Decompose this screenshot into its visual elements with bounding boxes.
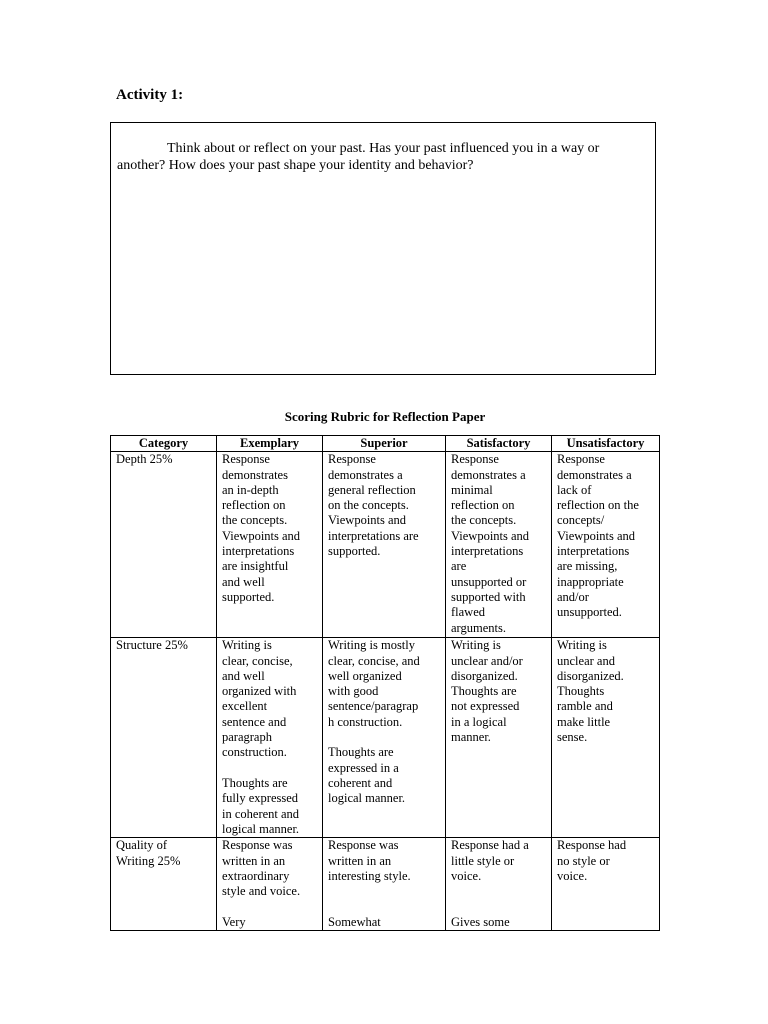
satisfactory-cell [446, 452, 552, 638]
superior-text: Response was written in an interesting style. Somewhat [328, 838, 411, 929]
activity-title: Activity 1: [116, 87, 184, 103]
table-row [111, 638, 660, 838]
header-exemplary: Exemplary [217, 436, 323, 452]
table-row [111, 452, 660, 638]
table-row [111, 838, 660, 931]
unsatisfactory-text: Response demonstrates a lack of reflection on the concepts/ Viewpoints and interpretations are missing, inappropriate and/or unsupported. [557, 452, 639, 620]
header-category: Category [111, 436, 217, 452]
superior-cell [323, 838, 446, 931]
satisfactory-text: Response had a little style or voice. Gives some [451, 838, 529, 929]
satisfactory-cell [446, 638, 552, 838]
exemplary-cell [217, 452, 323, 638]
rubric-title: Scoring Rubric for Reflection Paper [284, 409, 486, 424]
unsatisfactory-text: Writing is unclear and disorganized. Thoughts ramble and make little sense. [557, 638, 624, 745]
header-unsatisfactory: Unsatisfactory [552, 436, 660, 452]
unsatisfactory-cell [552, 838, 660, 931]
unsatisfactory-text: Response had no style or voice. [557, 838, 627, 883]
rubric-header-row [111, 436, 660, 452]
unsatisfactory-cell [552, 452, 660, 638]
satisfactory-text: Writing is unclear and/or disorganized. Thoughts are not expressed in a logical manner. [451, 638, 523, 745]
reflection-prompt-box [110, 122, 656, 375]
category-cell [111, 638, 217, 838]
exemplary-text: Response was written in an extraordinary style and voice. Very [222, 838, 301, 929]
exemplary-cell [217, 638, 323, 838]
category-label: Quality of Writing 25% [116, 838, 181, 868]
exemplary-text: Response demonstrates an in-depth reflection on the concepts. Viewpoints and interpretations are insightful and well supported. [222, 452, 301, 604]
satisfactory-text: Response demonstrates a minimal reflection on the concepts. Viewpoints and interpretations are unsupported or supported with flawed arguments. [451, 452, 530, 635]
superior-cell [323, 452, 446, 638]
scoring-rubric-table [110, 435, 660, 931]
header-superior: Superior [323, 436, 446, 452]
exemplary-cell [217, 838, 323, 931]
reflection-prompt-text: Think about or reflect on your past. Has your past influenced you in a way or another? How does your past shape your identity and behavior? [117, 141, 600, 173]
superior-text: Response demonstrates a general reflection on the concepts. Viewpoints and interpretations are supported. [328, 452, 419, 559]
category-cell [111, 452, 217, 638]
category-label: Depth 25% [116, 452, 173, 467]
superior-cell [323, 638, 446, 838]
superior-text: Writing is mostly clear, concise, and well organized with good sentence/paragrap h construction. Thoughts are expressed in a coherent and logical manner. [328, 638, 420, 806]
exemplary-text: Writing is clear, concise, and well organized with excellent sentence and paragraph construction. Thoughts are fully expressed in coherent and logical manner. [222, 638, 300, 836]
satisfactory-cell [446, 838, 552, 931]
category-cell [111, 838, 217, 931]
header-satisfactory: Satisfactory [446, 436, 552, 452]
unsatisfactory-cell [552, 638, 660, 838]
category-label: Structure 25% [116, 638, 188, 653]
